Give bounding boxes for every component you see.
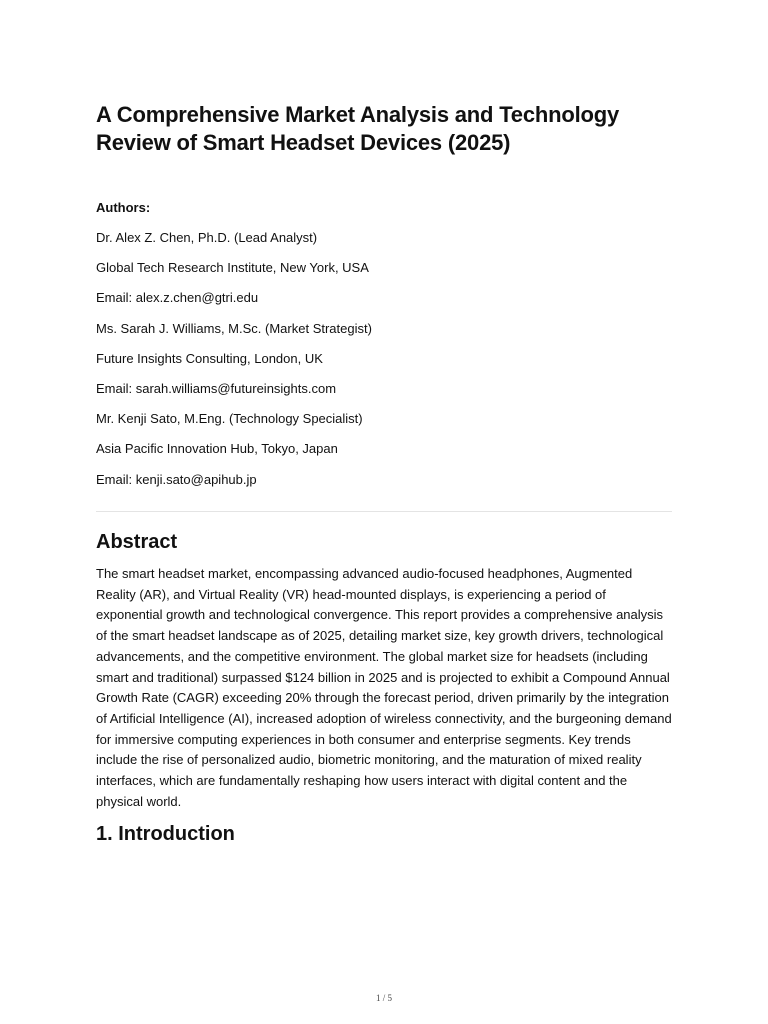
- author-line: Email: alex.z.chen@gtri.edu: [96, 290, 259, 306]
- author-line: Email: kenji.sato@apihub.jp: [96, 471, 257, 487]
- author-line: Asia Pacific Innovation Hub, Tokyo, Japan: [96, 441, 338, 457]
- section-divider: [96, 511, 672, 512]
- author-line: Dr. Alex Z. Chen, Ph.D. (Lead Analyst): [96, 230, 318, 245]
- introduction-heading: 1. Introduction: [96, 823, 235, 845]
- author-line: Global Tech Research Institute, New York, USA: [96, 260, 369, 276]
- abstract-body: The smart headset market, encompassing advanced audio-focused headphones, Augmented Reality (AR), and Virtual Reality (VR) head-mounted displays, is experiencing a period of exponential growth and technological convergence. This report provides a comprehensive analysis of the smart headset landscape as of 2025, detailing market size, key growth drivers, technological advancements, and the competitive environment. The global market size for headsets (including smart and traditional) surpassed $124 billion in 2025 and is projected to exhibit a Compound Annual Growth Rate (CAGR) exceeding 20% through the forecast period, driven primarily by the integration of Artificial Intelligence (AI), increased adoption of wireless connectivity, and the burgeoning demand for immersive computing experiences in both consumer and enterprise segments. Key trends include the rise of personalized audio, biometric monitoring, and the maturation of mixed reality interfaces, which are fundamentally reshaping how users interact with digital content and the physical world.: [96, 566, 672, 809]
- author-line: Ms. Sarah J. Williams, M.Sc. (Market Strategist): [96, 320, 372, 336]
- authors-list: [96, 228, 372, 500]
- abstract-heading: Abstract: [96, 531, 178, 553]
- authors-heading: Authors:: [96, 200, 151, 215]
- author-line: Mr. Kenji Sato, M.Eng. (Technology Specialist): [96, 411, 363, 427]
- author-line: Email: sarah.williams@futureinsights.com: [96, 380, 337, 396]
- author-line: Future Insights Consulting, London, UK: [96, 350, 323, 366]
- document-title: A Comprehensive Market Analysis and Technology Review of Smart Headset Devices (2025): [96, 102, 620, 155]
- page-number: 1 / 5: [375, 993, 392, 1003]
